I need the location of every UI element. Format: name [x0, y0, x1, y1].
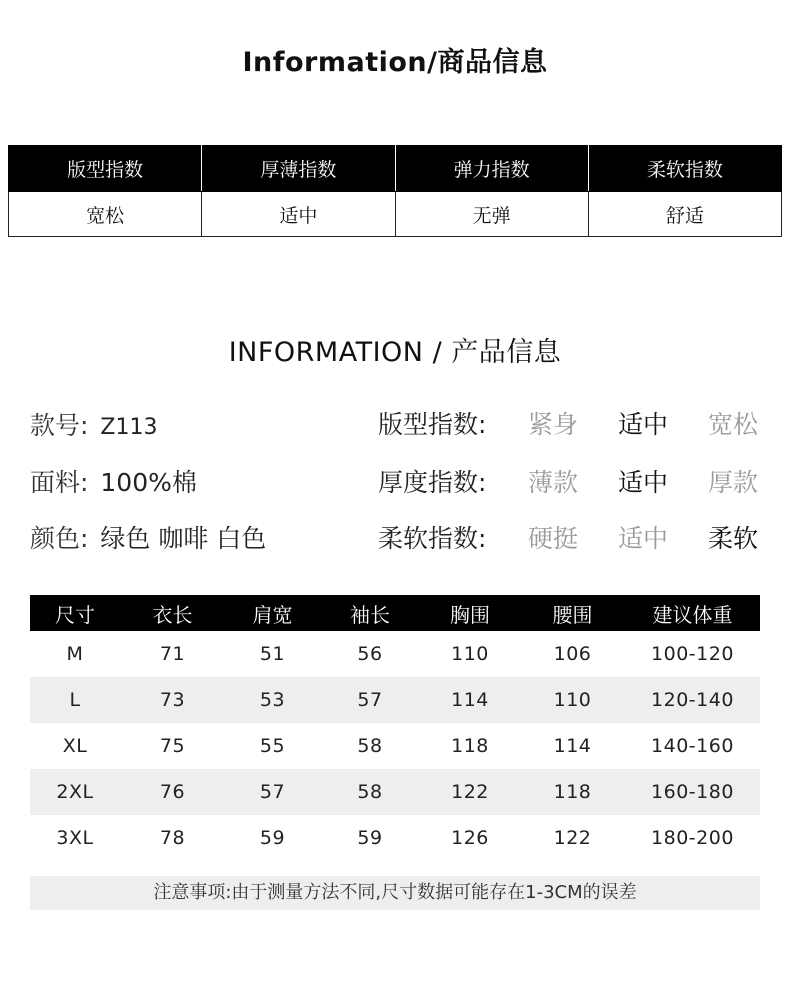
table-cell: 120-140 — [625, 677, 760, 723]
index-value-softness: 舒适 — [588, 192, 781, 237]
grade-row-softness — [378, 519, 778, 559]
table-row — [30, 769, 760, 815]
table-cell: 59 — [357, 827, 383, 849]
size-header: 尺寸 — [30, 595, 120, 631]
grade-option: 适中 — [618, 524, 669, 553]
table-cell: 76 — [120, 769, 225, 815]
size-chart-header-row — [30, 595, 760, 631]
table-cell: M — [66, 643, 84, 665]
table-cell: 75 — [159, 735, 186, 757]
index-value-fit: 宽松 — [9, 192, 202, 237]
spec-value: 100%棉 — [100, 468, 197, 497]
table-cell: 56 — [357, 643, 383, 665]
spec-label: 款号: — [30, 411, 89, 440]
spec-color — [30, 519, 266, 559]
size-header: 胸围 — [420, 595, 520, 631]
table-cell: 2XL — [30, 769, 120, 815]
table-cell: 114 — [420, 677, 520, 723]
table-cell: 71 — [159, 643, 186, 665]
index-header-fit: 版型指数 — [9, 146, 202, 192]
table-cell: 160-180 — [625, 769, 760, 815]
grade-option: 宽松 — [708, 410, 759, 439]
table-cell: 140-160 — [651, 735, 734, 757]
table-cell: L — [30, 677, 120, 723]
table-cell: 51 — [259, 643, 286, 665]
size-header: 衣长 — [120, 595, 225, 631]
spec-label: 颜色: — [30, 524, 89, 553]
table-cell: 59 — [259, 827, 286, 849]
grade-option: 薄款 — [528, 468, 579, 497]
table-cell: 78 — [159, 827, 186, 849]
table-cell: 126 — [451, 827, 489, 849]
grade-label: 版型指数: — [378, 410, 487, 439]
table-cell: 100-120 — [651, 643, 734, 665]
index-header-thickness: 厚薄指数 — [202, 146, 395, 192]
spec-label: 面料: — [30, 468, 89, 497]
table-cell: 118 — [520, 769, 625, 815]
table-cell: 55 — [259, 735, 286, 757]
grade-option-selected: 适中 — [618, 410, 669, 439]
index-value-elasticity: 无弹 — [395, 192, 588, 237]
table-cell: XL — [62, 735, 88, 757]
grade-option: 硬挺 — [528, 524, 579, 553]
grade-label: 厚度指数: — [378, 468, 487, 497]
size-header: 袖长 — [320, 595, 420, 631]
grade-option: 紧身 — [528, 410, 579, 439]
grade-option: 厚款 — [708, 468, 759, 497]
table-cell: 73 — [120, 677, 225, 723]
grade-label: 柔软指数: — [378, 524, 487, 553]
measurement-note: 注意事项:由于测量方法不同,尺寸数据可能存在1-3CM的误差 — [30, 876, 760, 910]
grade-row-thickness — [378, 463, 778, 503]
table-cell: 110 — [520, 677, 625, 723]
index-table — [8, 145, 782, 237]
index-table-header-row — [9, 146, 782, 192]
spec-fabric — [30, 463, 197, 503]
table-cell: 53 — [225, 677, 320, 723]
size-chart-table — [30, 595, 760, 861]
table-row — [30, 677, 760, 723]
section-title-product-info: INFORMATION / 产品信息 — [228, 337, 562, 368]
index-table-value-row — [9, 192, 782, 237]
table-cell: 3XL — [56, 827, 94, 849]
table-cell: 58 — [320, 769, 420, 815]
index-value-thickness: 适中 — [202, 192, 395, 237]
size-header: 建议体重 — [625, 595, 760, 631]
spec-value: Z113 — [100, 415, 158, 440]
table-cell: 106 — [553, 643, 592, 665]
size-header: 肩宽 — [225, 595, 320, 631]
table-cell: 122 — [553, 827, 592, 849]
table-row — [30, 815, 760, 861]
table-cell: 110 — [451, 643, 489, 665]
spec-style-number — [30, 406, 157, 446]
table-row — [30, 723, 760, 769]
table-cell: 122 — [420, 769, 520, 815]
size-header: 腰围 — [520, 595, 625, 631]
spec-value: 绿色 咖啡 白色 — [100, 524, 267, 553]
table-cell: 118 — [451, 735, 489, 757]
table-cell: 114 — [553, 735, 592, 757]
table-cell: 57 — [225, 769, 320, 815]
section-title-information: Information/商品信息 — [242, 47, 548, 78]
grade-option-selected: 适中 — [618, 468, 669, 497]
table-cell: 180-200 — [651, 827, 734, 849]
table-cell: 57 — [320, 677, 420, 723]
index-header-softness: 柔软指数 — [588, 146, 781, 192]
table-row — [30, 631, 760, 677]
grade-option-selected: 柔软 — [708, 524, 759, 553]
index-header-elasticity: 弹力指数 — [395, 146, 588, 192]
grade-row-fit — [378, 405, 778, 445]
table-cell: 58 — [357, 735, 383, 757]
